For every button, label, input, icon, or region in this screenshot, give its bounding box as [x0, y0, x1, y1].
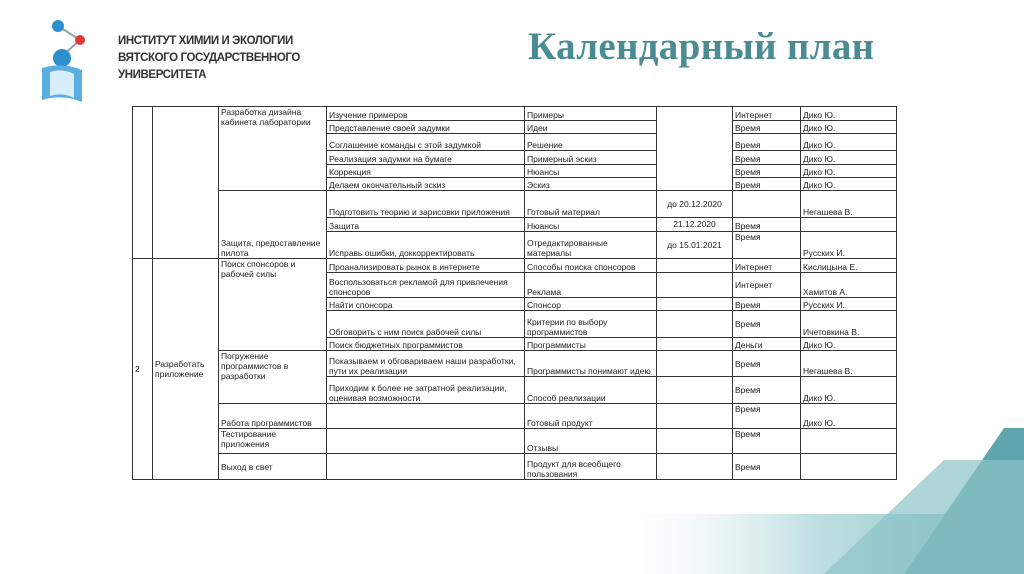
person-cell: Хамитов А.: [801, 272, 897, 297]
university-logo: [36, 18, 106, 104]
institute-line: ВЯТСКОГО ГОСУДАРСТВЕННОГО: [118, 52, 300, 64]
task-cell: [327, 429, 525, 454]
task-cell: Исправь ошибки, доккорректировать: [327, 231, 525, 258]
task-cell: Проанализировать рынок в интернете: [327, 259, 525, 272]
table-row: [133, 191, 897, 217]
result-cell: Критерии по выбору программистов: [525, 311, 657, 337]
group-cell: Тестирование приложения: [219, 429, 327, 454]
person-cell: Русских И.: [801, 231, 897, 258]
result-cell: Способы поиска спонсоров: [525, 259, 657, 272]
task-cell: Поиск бюджетных программистов: [327, 337, 525, 350]
result-cell: Готовый материал: [525, 191, 657, 217]
table-row: [133, 259, 897, 272]
person-cell: Негашева В.: [801, 350, 897, 376]
person-cell: Дико Ю.: [801, 150, 897, 164]
group-cell: Защита, предоставление пилота: [219, 191, 327, 259]
task-cell: Показываем и обговариваем наши разработки, пути их реализации: [327, 350, 525, 376]
institute-line: ИНСТИТУТ ХИМИИ И ЭКОЛОГИИ: [118, 35, 293, 47]
resource-cell: Время: [733, 297, 801, 310]
resource-cell: Время: [733, 134, 801, 150]
person-cell: [801, 454, 897, 480]
task-cell: Воспользоваться рекламой для привлечения спонсоров: [327, 272, 525, 297]
person-cell: Дико Ю.: [801, 403, 897, 428]
result-cell: Готовый продукт: [525, 403, 657, 428]
task-cell: Делаем окончательный эскиз: [327, 178, 525, 191]
task-cell: Коррекция: [327, 164, 525, 177]
date-cell: до 20.12.2020: [657, 191, 733, 217]
resource-cell: Время: [733, 178, 801, 191]
group-cell: Выход в свет: [219, 454, 327, 480]
result-cell: Примерный эскиз: [525, 150, 657, 164]
person-cell: Кислицына Е.: [801, 259, 897, 272]
person-cell: Дико Ю.: [801, 121, 897, 134]
person-cell: Негашева В.: [801, 191, 897, 217]
person-cell: [801, 217, 897, 231]
group-cell: Разработка дизайна кабинета лаборатории: [219, 107, 327, 191]
empty-cell: [133, 107, 153, 259]
person-cell: Дико Ю.: [801, 337, 897, 350]
resource-cell: Время: [733, 429, 801, 454]
task-cell: Изучение примеров: [327, 107, 525, 121]
group-cell: Погружение программистов в разработки: [219, 350, 327, 403]
logo-atom-red: [75, 35, 85, 45]
date-cell: [657, 350, 733, 376]
result-cell: Отзывы: [525, 429, 657, 454]
task-cell: Обговорить с ним поиск рабочей силы: [327, 311, 525, 337]
result-cell: Нюансы: [525, 217, 657, 231]
resource-cell: Интернет: [733, 107, 801, 121]
result-cell: Реклама: [525, 272, 657, 297]
table-row: [133, 454, 897, 480]
group-cell: Поиск спонсоров и рабочей силы: [219, 259, 327, 350]
table-row: [133, 429, 897, 454]
task-cell: Представление своей задумки: [327, 121, 525, 134]
date-cell: [657, 297, 733, 310]
task-cell: Подготовить теорию и зарисовки приложения: [327, 191, 525, 217]
person-cell: Ичетовкина В.: [801, 311, 897, 337]
date-cell: [657, 377, 733, 403]
resource-cell: Время: [733, 231, 801, 258]
resource-cell: Время: [733, 164, 801, 177]
row-number: 2: [133, 259, 153, 480]
date-cell: до 15.01.2021: [657, 231, 733, 258]
task-cell: Реализация задумки на бумаге: [327, 150, 525, 164]
date-cell: 21.12.2020: [657, 217, 733, 231]
resource-cell: Интернет: [733, 259, 801, 272]
result-cell: Программисты понимают идею: [525, 350, 657, 376]
result-cell: Способ реализации: [525, 377, 657, 403]
date-cell: [657, 454, 733, 480]
resource-cell: Время: [733, 350, 801, 376]
table-row: [133, 403, 897, 428]
resource-cell: [733, 191, 801, 217]
person-cell: Дико Ю.: [801, 107, 897, 121]
date-cell: [657, 107, 733, 191]
date-cell: [657, 272, 733, 297]
institute-line: УНИВЕРСИТЕТА: [118, 69, 207, 81]
person-cell: Дико Ю.: [801, 134, 897, 150]
task-cell: Соглашение команды с этой задумкой: [327, 134, 525, 150]
person-cell: Дико Ю.: [801, 377, 897, 403]
task-cell: [327, 403, 525, 428]
person-cell: Русских И.: [801, 297, 897, 310]
result-cell: Нюансы: [525, 164, 657, 177]
resource-cell: Время: [733, 403, 801, 428]
task-cell: [327, 454, 525, 480]
result-cell: Спонсор: [525, 297, 657, 310]
result-cell: Примеры: [525, 107, 657, 121]
resource-cell: Время: [733, 311, 801, 337]
result-cell: Идеи: [525, 121, 657, 134]
logo-atom-large: [53, 49, 71, 67]
page-title: Календарный план: [528, 25, 875, 68]
logo-atom-blue: [52, 20, 64, 32]
logo-page: [50, 70, 74, 98]
task-cell: Защита: [327, 217, 525, 231]
date-cell: [657, 259, 733, 272]
resource-cell: Время: [733, 150, 801, 164]
table-row: [133, 350, 897, 376]
date-cell: [657, 311, 733, 337]
person-cell: Дико Ю.: [801, 178, 897, 191]
date-cell: [657, 403, 733, 428]
stage-cell: Разработать приложение: [153, 259, 219, 480]
resource-cell: Интернет: [733, 272, 801, 297]
result-cell: Эскиз: [525, 178, 657, 191]
institute-name: [118, 33, 348, 84]
resource-cell: Время: [733, 121, 801, 134]
result-cell: Продукт для всеобщего пользования: [525, 454, 657, 480]
resource-cell: Деньги: [733, 337, 801, 350]
resource-cell: Время: [733, 377, 801, 403]
task-cell: Найти спонсора: [327, 297, 525, 310]
task-cell: Приходим к более не затратной реализации, оценивая возможности: [327, 377, 525, 403]
resource-cell: Время: [733, 217, 801, 231]
table-row: [133, 107, 897, 121]
person-cell: [801, 429, 897, 454]
result-cell: Программисты: [525, 337, 657, 350]
empty-cell: [153, 107, 219, 259]
person-cell: Дико Ю.: [801, 164, 897, 177]
date-cell: [657, 337, 733, 350]
result-cell: Отредактированные материалы: [525, 231, 657, 258]
group-cell: Работа программистов: [219, 403, 327, 428]
calendar-plan-table: [132, 106, 897, 480]
result-cell: Решение: [525, 134, 657, 150]
date-cell: [657, 429, 733, 454]
resource-cell: Время: [733, 454, 801, 480]
